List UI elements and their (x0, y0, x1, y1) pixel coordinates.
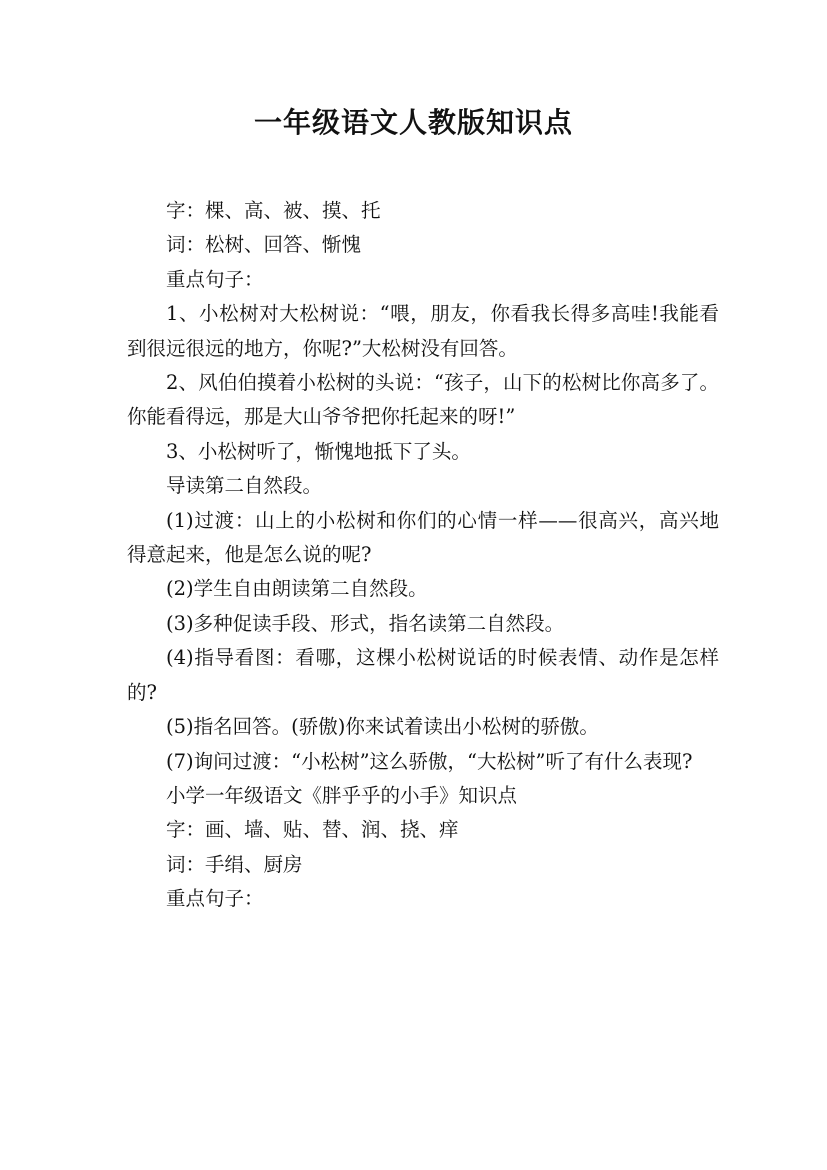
document-body (127, 194, 719, 917)
paragraph-characters-2: 字：画、墙、贴、替、润、挠、痒 (166, 818, 459, 842)
paragraph-step-5: (5)指名回答。(骄傲)你来试着读出小松树的骄傲。 (166, 715, 599, 739)
paragraph-step-4: (4)指导看图：看哪，这棵小松树说话的时候表情、动作是怎样的? (127, 646, 719, 704)
paragraph-characters: 字：棵、高、被、摸、托 (166, 199, 381, 222)
paragraph-key-sentences-heading-2: 重点句子： (166, 887, 264, 911)
paragraph-step-1: (1)过渡：山上的小松树和你们的心情一样——很高兴，高兴地得意起来，他是怎么说的呢? (127, 508, 719, 567)
paragraph-step-2: (2)学生自由朗读第二自然段。 (166, 577, 428, 601)
paragraph-step-7: (7)询问过渡：“小松树”这么骄傲，“大松树”听了有什么表现? (166, 749, 693, 773)
paragraph-reading-guide: 导读第二自然段。 (166, 474, 323, 498)
paragraph-key-sentences-heading: 重点句子： (166, 267, 264, 291)
paragraph-section-heading: 小学一年级语文《胖乎乎的小手》知识点 (166, 783, 518, 807)
document-title: 一年级语文人教版知识点 (253, 106, 573, 139)
paragraph-words-2: 词：手绢、厨房 (166, 852, 303, 876)
paragraph-words: 词：松树、回答、惭愧 (166, 233, 362, 257)
paragraph-step-3: (3)多种促读手段、形式，指名读第二自然段。 (166, 611, 565, 635)
paragraph-sentence-1: 1、小松树对大松树说：“喂，朋友，你看我长得多高哇!我能看到很远很远的地方，你呢?”大松树没有回答。 (127, 302, 719, 360)
paragraph-sentence-2: 2、风伯伯摸着小松树的头说：“孩子，山下的松树比你高多了。你能看得远，那是大山爷爷把你托起来的呀!” (127, 371, 719, 429)
paragraph-sentence-3: 3、小松树听了，惭愧地抵下了头。 (166, 439, 471, 463)
